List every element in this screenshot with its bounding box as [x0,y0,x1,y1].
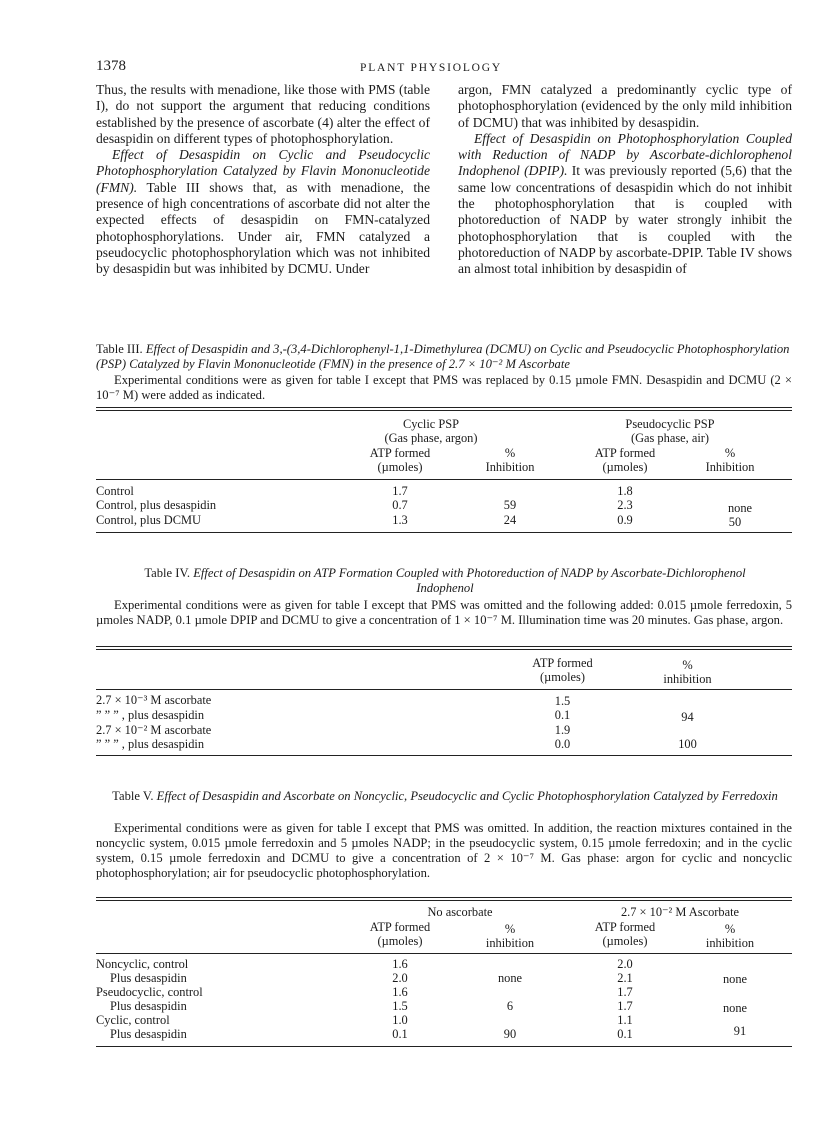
table4-cell: 94 [681,710,694,724]
table5-row-label: Noncyclic, control [96,957,189,971]
table4-title: Effect of Desaspidin on ATP Formation Coupled with Photoreduction of NADP by Ascorbate-Dichlorophenol Indophenol [190,566,746,595]
table5-cell: none [722,1001,748,1015]
fmn-section-heading: Effect of Desaspidin on Cyclic and Pseudocyclic Photophosphorylation Catalyzed by Flavin Mononucleotide (FMN). [96,147,430,195]
table3-col2-h1: % [504,446,516,460]
table3-group-cyclic-sub: (Gas phase, argon) [384,431,478,445]
table5-conditions: Experimental conditions were as given for table I except that PMS was omitted. In addition, the reaction mixtures contained in the noncyclic system, 0.015 µmole ferredoxin and 5 µmoles NADP; in the pseudocyclic system, 0.15 µmole ferredoxin; and in the cyclic system, 0.15 µmole ferredoxin and DCMU to give a concentration of 2 × 10⁻⁷ M. Gas phase: argon for cyclic and noncyclic photophosphorylation; air for pseudocyclic photophosphorylation. [96,821,792,880]
table5-cell: 0.1 [392,1027,408,1041]
table5-top-rule [96,897,792,898]
table5-row-label: Plus desaspidin [110,1027,187,1041]
running-title: PLANT PHYSIOLOGY [360,62,502,74]
table5-row-label: Cyclic, control [96,1013,170,1027]
table4-caption [140,566,750,596]
table5-label: Table V. [112,789,154,803]
fmn-section-text: Table III shows that, as with menadione, the presence of high concentrations of ascorbate did not alter the expected effects of desaspidin on FMN-catalyzed photophosphorylations. Under air, FMN catalyzed a pseudocyclic photophosphorylation which was not inhibited by desaspidin but was inhibited by DCMU. Under [96,179,430,277]
table3-bottom-rule [96,532,792,533]
table4-conditions: Experimental conditions were as given for table I except that PMS was omitted and the following added: 0.015 µmole ferredoxin, 5 µmoles NADP, 0.1 µmole DPIP and DCMU to give a concentration of 1 × 10⁻⁷ M. Illumination time was 20 minutes. Gas phase, argon. [96,598,792,627]
table3-col4-h2: Inhibition [705,460,755,474]
table3-row-label: Control, plus desaspidin [96,498,217,512]
table5-cell: 1.6 [392,985,408,999]
page-number: 1378 [96,58,126,74]
table4-col1-h1: ATP formed [532,656,593,670]
table4-top-rule-2 [96,649,792,650]
table5-cell: 2.1 [617,971,633,985]
table5-cell: 2.0 [617,957,633,971]
table3-top-rule [96,407,792,408]
table5-cell: 1.7 [617,999,633,1013]
table5-col3-h2: (µmoles) [602,934,648,948]
table3-group-pseudo-sub: (Gas phase, air) [630,431,710,445]
table4-bottom-rule [96,755,792,756]
table5-bottom-rule [96,1046,792,1047]
table5-cell: 1.0 [392,1013,408,1027]
right-para-2 [458,131,792,278]
table5-col4-h2: inhibition [705,936,755,950]
table3-cell: 1.7 [392,484,408,498]
table5-row-label: Pseudocyclic, control [96,985,203,999]
table5-cell: 1.5 [392,999,408,1013]
left-para-1: Thus, the results with menadione, like those with PMS (table I), do not support the argument that reducing conditions established by the presence of ascorbate (4) alter the effect of desaspidin on different types of photophosphorylation. [96,82,430,146]
table4-header-rule [96,689,792,690]
left-para-2 [96,147,430,277]
table5-col3-h1: ATP formed [594,920,656,934]
table3-caption [96,342,792,372]
table4-col1-h2: (µmoles) [540,670,585,684]
right-column [458,82,792,278]
table3-cell: 1.8 [617,484,633,498]
table5-col1-h1: ATP formed [369,920,431,934]
table5-cell: 0.1 [617,1027,633,1041]
table5-row-label: Plus desaspidin [110,971,187,985]
table4-cell: 0.1 [554,708,571,722]
table3-col1-h1: ATP formed [369,446,431,460]
right-para-1: argon, FMN catalyzed a predominantly cyclic type of photophosphorylation (evidenced by the only mild inhibition of DCMU) that was inhibited by desaspidin. [458,82,792,130]
table3-cell: 0.9 [617,513,633,527]
table3-col1-h2: (µmoles) [377,460,423,474]
table5-col2-h2: inhibition [485,936,535,950]
table4-cell: 1.9 [554,723,571,737]
table4-col2-h2: inhibition [663,672,712,686]
table3-col2-h2: Inhibition [485,460,535,474]
table5-cell: 1.7 [617,985,633,999]
table3-row-label: Control [96,484,134,498]
table3-cell: 1.3 [392,513,408,527]
table5-caption [110,789,780,804]
table5-title: Effect of Desaspidin and Ascorbate on Noncyclic, Pseudocyclic and Cyclic Photophosphorylation Catalyzed by Ferredoxin [153,789,778,803]
table3-cell: 24 [503,513,517,527]
table5-cell: 91 [733,1024,747,1038]
table5-cell: none [497,971,523,985]
left-column [96,82,430,278]
table4-cell: 100 [678,737,697,751]
table4-top-rule [96,646,792,647]
table3-row-label: Control, plus DCMU [96,513,201,527]
table3-col4-h1: % [724,446,736,460]
table3-col3-h1: ATP formed [594,446,656,460]
table3-cell: 50 [728,515,742,529]
table3-cell: none [727,501,753,515]
table3-top-rule-2 [96,410,792,411]
table4-row-label: 2.7 × 10⁻² M ascorbate [96,723,212,737]
table4-cell: 0.0 [554,737,571,751]
table5-cell: 2.0 [392,971,408,985]
table5-cell: 1.1 [617,1013,633,1027]
table3-cell: 2.3 [617,498,633,512]
dpip-section-heading: Effect of Desaspidin on Photophosphorylation Coupled with Reduction of NADP by Ascorbate-dichlorophenol Indophenol (DPIP). [458,130,792,179]
table4-row-label: ” ” ” , plus desaspidin [96,737,205,751]
table5-header-rule [96,953,792,954]
table5-cell: 90 [503,1027,517,1041]
table5-cell: 1.6 [392,957,408,971]
table4-row-label: ” ” ” , plus desaspidin [96,708,205,722]
table3-cell: 0.7 [392,498,408,512]
table5-col1-h2: (µmoles) [377,934,423,948]
table4-cell: 1.5 [554,694,571,708]
table3-header-rule [96,479,792,480]
table3-group-pseudo-title: Pseudocyclic PSP [625,417,715,431]
table5-row-label: Plus desaspidin [110,999,187,1013]
table3-conditions: Experimental conditions were as given for table I except that PMS was replaced by 0.15 µmole FMN. Desaspidin and DCMU (2 × 10⁻⁷ M) were added as indicated. [96,373,792,402]
table3-group-cyclic-title: Cyclic PSP [402,417,460,431]
table5-col2-h1: % [504,922,516,936]
table3-title: Effect of Desaspidin and 3,-(3,4-Dichlorophenyl-1,1-Dimethylurea (DCMU) on Cyclic and Pseudocyclic Photophosphorylation (PSP) Catalyzed by Flavin Mononucleotide (FMN) in the presence of 2.7 × 10⁻² M Ascorbate [96,342,790,371]
table3-cell: 59 [503,498,517,512]
table4-col2-h1: % [682,658,693,672]
table5-group-ascorbate: 2.7 × 10⁻² M Ascorbate [620,905,740,919]
table5-top-rule-2 [96,900,792,901]
table5-cell: 6 [506,999,514,1013]
table3-label: Table III. [96,342,143,356]
table4-row-label: 2.7 × 10⁻³ M ascorbate [96,693,212,707]
table5-col4-h1: % [724,922,736,936]
table4-label: Table IV. [144,566,191,580]
table5-cell: none [722,972,748,986]
table3-col3-h2: (µmoles) [602,460,648,474]
table5-group-no-ascorbate: No ascorbate [427,905,493,919]
dpip-section-text: It was previously reported (5,6) that the same low concentrations of desaspidin which do not inhibit the photophosphorylation that is coupled with photoreduction of NADP by water strongly inhibit the photophosphorylation that is coupled with the photoreduction of NADP by ascorbate-DPIP. Table IV shows an almost total inhibition by desaspidin of [458,163,792,277]
